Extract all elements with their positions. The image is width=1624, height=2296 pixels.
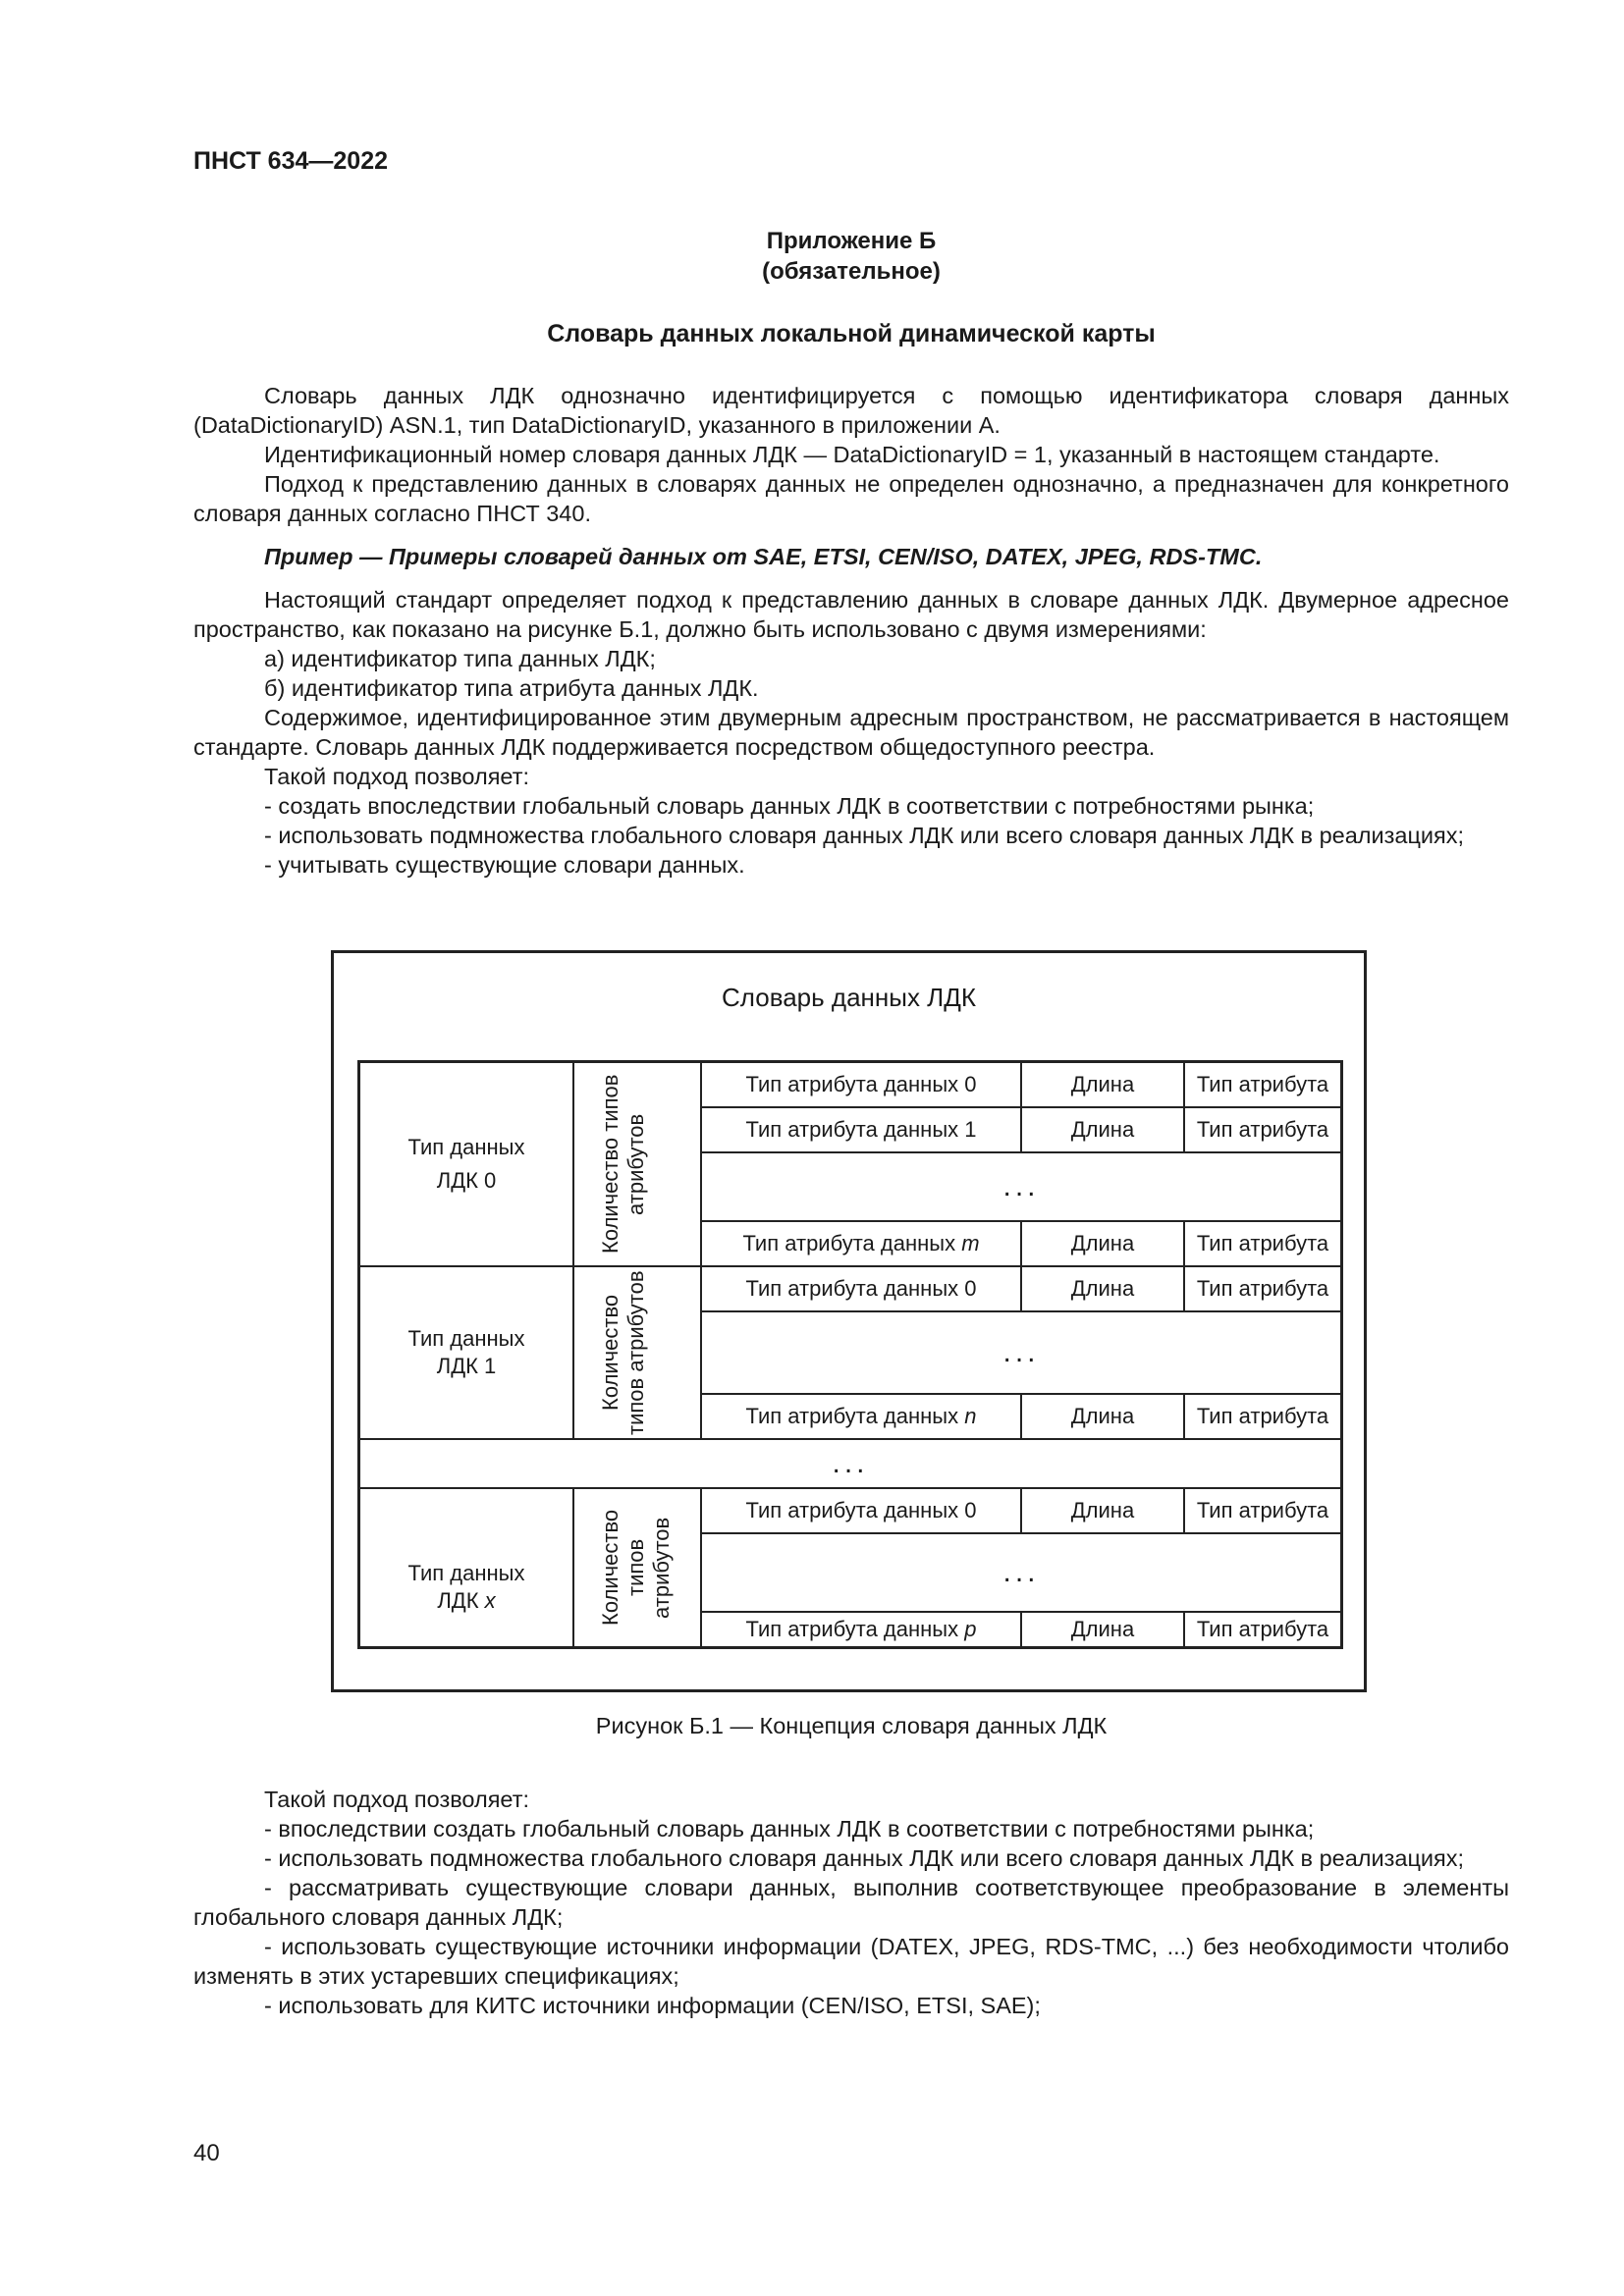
data-type-cell	[360, 1489, 574, 1646]
list-item: - использовать подмножества глобального словаря данных ЛДК или всего словаря данных ЛДК в реализациях;	[264, 823, 1465, 848]
data-type-id	[437, 1587, 495, 1615]
data-type-label: Тип данных	[407, 1326, 525, 1351]
ellipsis: ...	[1002, 1556, 1040, 1588]
paragraph: Идентификационный номер словаря данных ЛДК — DataDictionaryID = 1, указанный в настоящем стандарте.	[264, 442, 1440, 467]
attribute-count-label: Количество типов атрибутов	[598, 1270, 648, 1435]
data-type-id: ЛДК 0	[436, 1168, 497, 1193]
ellipsis: ...	[1002, 1170, 1040, 1202]
attr-type-cell	[702, 1222, 1022, 1267]
paragraph: Такой подход позволяет:	[264, 764, 530, 789]
figure-title: Словарь данных ЛДК	[722, 983, 976, 1012]
figure-caption: Рисунок Б.1 — Концепция словаря данных ЛДК	[595, 1713, 1108, 1738]
attr-type-cell: Тип атрибута данных 0	[702, 1267, 1022, 1312]
list-item: - использовать для КИТС источники информации (CEN/ISO, ETSI, SAE);	[264, 1993, 1041, 2018]
paragraph: Настоящий стандарт определяет подход к представлению данных в словаре данных ЛДК. Двумерное адресное пространство, как показано на рисунке Б.1, должно быть использовано с двумя измерениями:	[193, 587, 1509, 642]
data-type-var: x	[484, 1588, 496, 1613]
length-cell: Длина	[1022, 1267, 1185, 1312]
data-type-cell	[360, 1267, 574, 1440]
figure-frame	[331, 950, 1367, 1692]
attr-type-cell: Тип атрибута данных 0	[702, 1063, 1022, 1108]
data-type-label: Тип данных	[407, 1135, 525, 1159]
paragraph: Содержимое, идентифицированное этим двумерным адресным пространством, не рассматривается в настоящем стандарте. Словарь данных ЛДК поддерживается посредством общедоступного реестра.	[193, 705, 1509, 760]
data-type-label: Тип данных	[407, 1561, 525, 1585]
dictionary-grid	[357, 1060, 1343, 1649]
list-item: - учитывать существующие словари данных.	[264, 852, 745, 878]
data-type-prefix: ЛДК	[437, 1588, 479, 1613]
length-cell: Длина	[1022, 1613, 1185, 1646]
attr-type-cell: Тип атрибута данных 1	[702, 1108, 1022, 1153]
ellipsis-row	[702, 1312, 1340, 1395]
length-cell: Длина	[1022, 1063, 1185, 1108]
attr-index-var: n	[964, 1404, 977, 1428]
appendix-title: Приложение Б	[766, 228, 937, 254]
attr-kind-cell: Тип атрибута	[1185, 1613, 1340, 1646]
length-cell: Длина	[1022, 1395, 1185, 1440]
attr-type-text: Тип атрибута данных	[745, 1617, 959, 1641]
attribute-count-label: Количество типов атрибутов	[598, 1074, 648, 1255]
list-item: - использовать существующие источники информации (DATEX, JPEG, RDS-TMC, ...) без необходимости чтолибо изменять в этих устаревших спецификациях;	[193, 1934, 1509, 1989]
attr-type-cell	[702, 1395, 1022, 1440]
attr-kind-cell: Тип атрибута	[1185, 1395, 1340, 1440]
attr-type-cell	[702, 1613, 1022, 1646]
ellipsis-row	[702, 1153, 1340, 1222]
list-item: - рассматривать существующие словари данных, выполнив соответствующее преобразование в элементы глобального словаря данных ЛДК;	[193, 1875, 1509, 1930]
attr-type-cell: Тип атрибута данных 0	[702, 1489, 1022, 1534]
data-type-cell	[360, 1063, 574, 1267]
attribute-count-cell	[574, 1267, 702, 1440]
attr-kind-cell: Тип атрибута	[1185, 1063, 1340, 1108]
data-type-id: ЛДК 1	[436, 1354, 497, 1378]
attr-kind-cell: Тип атрибута	[1185, 1267, 1340, 1312]
conclusion-text-block	[193, 1785, 1509, 2020]
attr-type-text: Тип атрибута данных	[745, 1404, 959, 1428]
length-cell: Длина	[1022, 1108, 1185, 1153]
page-number: 40	[193, 2140, 220, 2166]
attribute-count-cell	[574, 1489, 702, 1646]
attr-kind-cell: Тип атрибута	[1185, 1108, 1340, 1153]
attr-index-var: p	[964, 1617, 977, 1641]
example-note: Пример — Примеры словарей данных от SAE, ETSI, CEN/ISO, DATEX, JPEG, RDS-TMC.	[264, 544, 1263, 569]
attr-index-var: m	[961, 1231, 980, 1255]
list-item: б) идентификатор типа атрибута данных ЛДК.	[264, 675, 759, 701]
attribute-count-label: Количество типов атрибутов	[598, 1509, 674, 1627]
paragraph: Подход к представлению данных в словарях данных не определен однозначно, а предназначен для конкретного словаря данных согласно ПНСТ 340.	[193, 471, 1509, 526]
attr-type-text: Тип атрибута данных	[742, 1231, 956, 1255]
list-item: - впоследствии создать глобальный словарь данных ЛДК в соответствии с потребностями рынка;	[264, 1816, 1315, 1842]
list-item: - использовать подмножества глобального словаря данных ЛДК или всего словаря данных ЛДК в реализациях;	[264, 1845, 1465, 1871]
list-item: - создать впоследствии глобальный словарь данных ЛДК в соответствии с потребностями рынка;	[264, 793, 1315, 819]
attr-kind-cell: Тип атрибута	[1185, 1489, 1340, 1534]
ellipsis: ...	[832, 1447, 869, 1479]
ellipsis-row	[360, 1440, 1340, 1489]
attribute-count-cell	[574, 1063, 702, 1267]
length-cell: Длина	[1022, 1222, 1185, 1267]
appendix-status: (обязательное)	[762, 258, 941, 285]
ellipsis-row	[702, 1534, 1340, 1613]
document-code-header: ПНСТ 634—2022	[193, 147, 388, 175]
attr-kind-cell: Тип атрибута	[1185, 1222, 1340, 1267]
paragraph: Словарь данных ЛДК однозначно идентифицируется с помощью идентификатора словаря данных (DataDictionaryID) ASN.1, тип DataDictionaryID, указанного в приложении А.	[193, 383, 1509, 438]
list-item: а) идентификатор типа данных ЛДК;	[264, 646, 656, 671]
ellipsis: ...	[1002, 1336, 1040, 1368]
intro-text-block	[193, 381, 1509, 880]
paragraph: Такой подход позволяет:	[264, 1787, 530, 1812]
length-cell: Длина	[1022, 1489, 1185, 1534]
appendix-heading: Словарь данных локальной динамической карты	[547, 320, 1156, 347]
